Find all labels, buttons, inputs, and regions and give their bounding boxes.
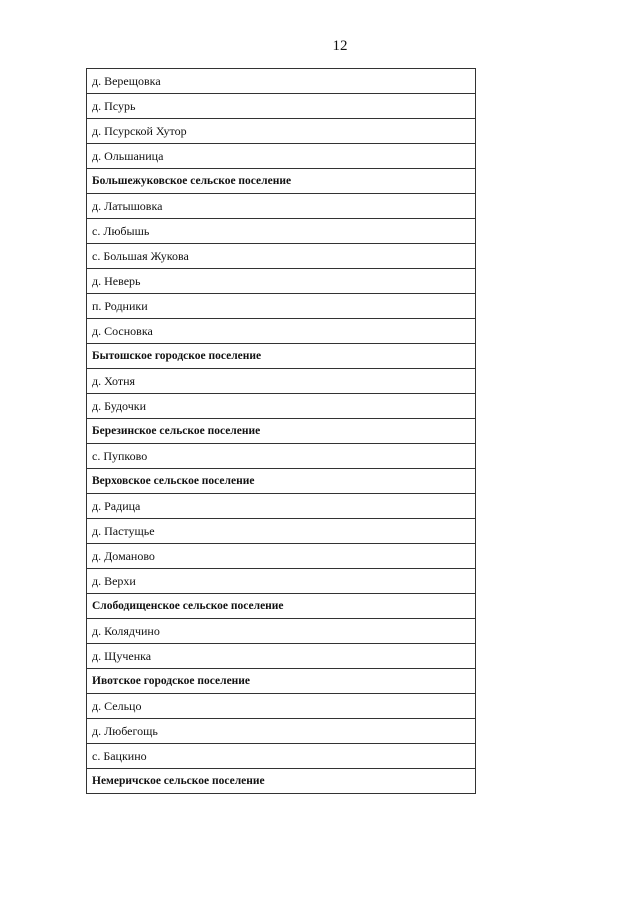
settlement-row	[87, 244, 476, 269]
settlement-table-body	[87, 69, 476, 794]
settlement-name: д. Сельцо	[87, 694, 476, 719]
settlement-group-header-row	[87, 419, 476, 444]
settlement-name: д. Ольшаница	[87, 144, 476, 169]
settlement-name: п. Родники	[87, 294, 476, 319]
settlement-row	[87, 94, 476, 119]
settlement-name: д. Доманово	[87, 544, 476, 569]
settlement-row	[87, 394, 476, 419]
page-number: 12	[332, 38, 348, 54]
settlement-group-name: Ивотское городское поселение	[87, 669, 476, 694]
settlement-name: д. Будочки	[87, 394, 476, 419]
settlement-name: д. Верхи	[87, 569, 476, 594]
settlement-group-header-row	[87, 344, 476, 369]
settlement-row	[87, 69, 476, 94]
settlement-row	[87, 119, 476, 144]
settlement-name: д. Хотня	[87, 369, 476, 394]
settlement-name: д. Псурь	[87, 94, 476, 119]
settlement-row	[87, 644, 476, 669]
settlement-row	[87, 194, 476, 219]
settlement-name: д. Псурской Хутор	[87, 119, 476, 144]
settlement-row	[87, 319, 476, 344]
settlement-group-header-row	[87, 769, 476, 794]
settlement-group-name: Верховское сельское поселение	[87, 469, 476, 494]
settlement-table	[86, 68, 476, 794]
settlement-row	[87, 569, 476, 594]
settlement-name: д. Щученка	[87, 644, 476, 669]
settlement-name: д. Верещовка	[87, 69, 476, 94]
settlement-group-header-row	[87, 469, 476, 494]
settlement-row	[87, 719, 476, 744]
settlement-name: д. Радица	[87, 494, 476, 519]
settlement-group-name: Бытошское городское поселение	[87, 344, 476, 369]
settlement-name: д. Неверь	[87, 269, 476, 294]
settlement-row	[87, 294, 476, 319]
settlement-name: д. Латышовка	[87, 194, 476, 219]
settlement-row	[87, 744, 476, 769]
settlement-group-name: Слободищенское сельское поселение	[87, 594, 476, 619]
settlement-row	[87, 369, 476, 394]
settlement-group-header-row	[87, 669, 476, 694]
settlement-group-name: Большежуковское сельское поселение	[87, 169, 476, 194]
settlement-row	[87, 444, 476, 469]
settlement-name: д. Любегощь	[87, 719, 476, 744]
settlement-row	[87, 694, 476, 719]
settlement-name: с. Любышь	[87, 219, 476, 244]
settlement-row	[87, 219, 476, 244]
settlement-group-header-row	[87, 594, 476, 619]
settlement-group-name: Березинское сельское поселение	[87, 419, 476, 444]
settlement-row	[87, 269, 476, 294]
settlement-group-name: Немеричское сельское поселение	[87, 769, 476, 794]
settlement-row	[87, 494, 476, 519]
settlement-name: д. Колядчино	[87, 619, 476, 644]
settlement-row	[87, 544, 476, 569]
settlement-row	[87, 619, 476, 644]
settlement-row	[87, 144, 476, 169]
settlement-name: д. Пастущье	[87, 519, 476, 544]
settlement-name: с. Пупково	[87, 444, 476, 469]
settlement-name: с. Большая Жукова	[87, 244, 476, 269]
settlement-name: с. Бацкино	[87, 744, 476, 769]
settlement-row	[87, 519, 476, 544]
settlement-name: д. Сосновка	[87, 319, 476, 344]
settlement-group-header-row	[87, 169, 476, 194]
